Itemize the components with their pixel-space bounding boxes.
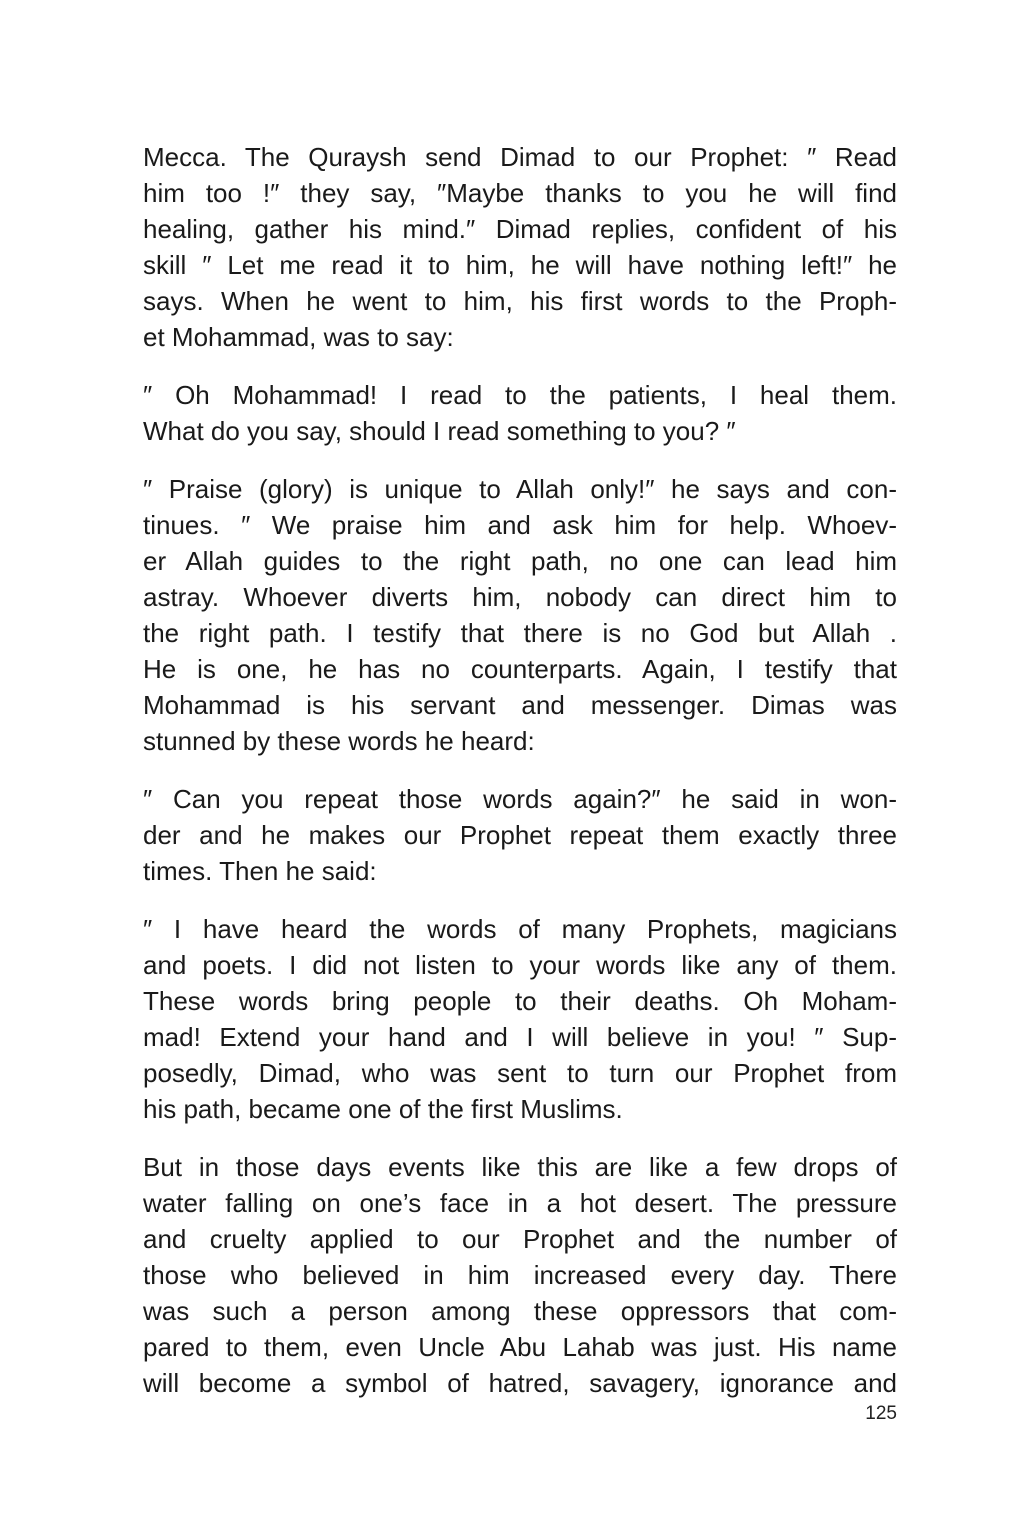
text-line: was such a person among these oppressors that com- [143,1296,897,1326]
text-line: tinues. ″ We praise him and ask him for help. Whoev- [143,510,897,540]
text-line: What do you say, should I read something to you? ″ [143,416,736,446]
text-line: healing, gather his mind.″ Dimad replies, confident of his [143,214,897,244]
text-line: But in those days events like this are like a few drops of [143,1152,897,1182]
text-line: and cruelty applied to our Prophet and the number of [143,1224,897,1254]
text-line: der and he makes our Prophet repeat them exactly three [143,820,897,850]
text-line: et Mohammad, was to say: [143,322,454,352]
text-line: those who believed in him increased every day. There [143,1260,897,1290]
text-line: Mecca. The Quraysh send Dimad to our Prophet: ″ Read [143,142,897,172]
text-line: ″ I have heard the words of many Prophets, magicians [143,914,897,944]
text-line: Mohammad is his servant and messenger. Dimas was [143,690,897,720]
paragraph [143,471,897,759]
text-line: him too !″ they say, ″Maybe thanks to you he will find [143,178,897,208]
text-line: pared to them, even Uncle Abu Lahab was just. His name [143,1332,897,1362]
text-line: ″ Can you repeat those words again?″ he said in won- [143,784,897,814]
paragraph [143,781,897,889]
paragraph [143,1149,897,1401]
text-line: stunned by these words he heard: [143,726,535,756]
text-line: his path, became one of the first Muslims. [143,1094,623,1124]
text-line: says. When he went to him, his first words to the Proph- [143,286,897,316]
text-line: ″ Praise (glory) is unique to Allah only!″ he says and con- [143,474,897,504]
text-line: water falling on one’s face in a hot desert. The pressure [143,1188,897,1218]
text-line: He is one, he has no counterparts. Again, I testify that [143,654,897,684]
text-line: mad! Extend your hand and I will believe in you! ″ Sup- [143,1022,897,1052]
page-number: 125 [865,1403,897,1424]
page-body [143,139,897,1423]
text-line: These words bring people to their deaths. Oh Moham- [143,986,897,1016]
text-line: will become a symbol of hatred, savagery, ignorance and [143,1368,897,1398]
text-line: ″ Oh Mohammad! I read to the patients, I heal them. [143,380,897,410]
text-line: and poets. I did not listen to your words like any of them. [143,950,897,980]
text-line: posedly, Dimad, who was sent to turn our Prophet from [143,1058,897,1088]
paragraph [143,377,897,449]
text-line: astray. Whoever diverts him, nobody can direct him to [143,582,897,612]
paragraph [143,139,897,355]
paragraph [143,911,897,1127]
text-line: skill ″ Let me read it to him, he will have nothing left!″ he [143,250,897,280]
text-line: times. Then he said: [143,856,377,886]
text-line: er Allah guides to the right path, no one can lead him [143,546,897,576]
text-line: the right path. I testify that there is no God but Allah . [143,618,897,648]
